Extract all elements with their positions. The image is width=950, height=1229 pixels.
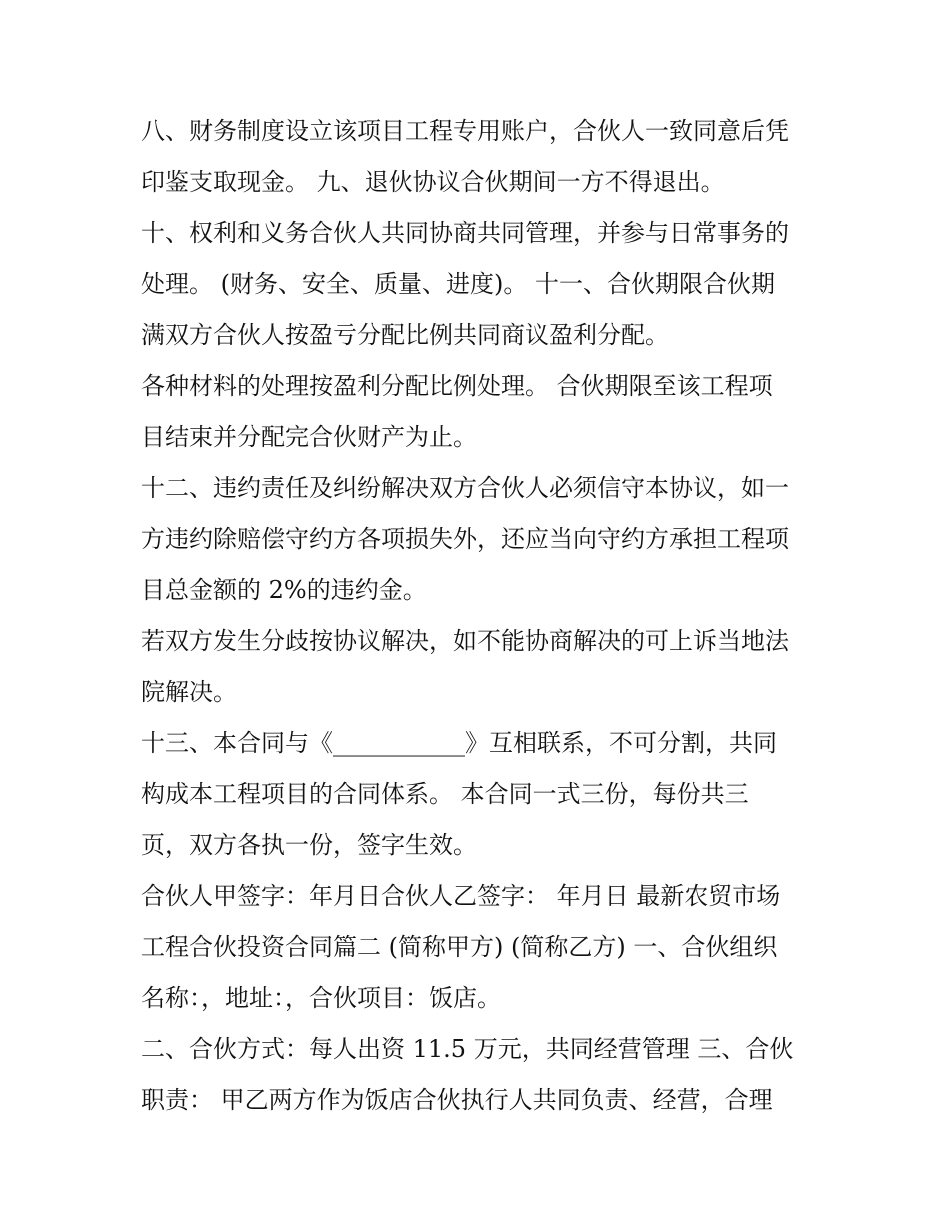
text-line: 处理。 (财务、安全、质量、进度)。 十一、合伙期限合伙期 xyxy=(141,270,775,298)
text-line: 二、合伙方式：每人出资 11.5 万元，共同经营管理 三、合伙 xyxy=(141,1035,794,1063)
text-line: 名称：，地址：，合伙项目：饭店。 xyxy=(141,984,501,1012)
text-line: 目结束并分配完合伙财产为止。 xyxy=(141,423,477,451)
text-line: 若双方发生分歧按协议解决，如不能协商解决的可上诉当地法 xyxy=(141,627,789,655)
text-line: 方违约除赔偿守约方各项损失外，还应当向守约方承担工程项 xyxy=(141,525,789,553)
text-line: 各种材料的处理按盈利分配比例处理。 合伙期限至该工程项 xyxy=(141,372,773,400)
text-line: 十二、违约责任及纠纷解决双方合伙人必须信守本协议，如一 xyxy=(141,474,789,502)
text-line: 十三、本合同与《___________》互相联系，不可分割，共同 xyxy=(141,729,777,757)
text-line: 目总金额的 2%的违约金。 xyxy=(141,576,427,604)
text-line: 院解决。 xyxy=(141,678,237,706)
text-line: 页，双方各执一份，签字生效。 xyxy=(141,831,477,859)
text-line: 职责： 甲乙两方作为饭店合伙执行人共同负责、经营，合理 xyxy=(141,1086,773,1114)
text-line: 满双方合伙人按盈亏分配比例共同商议盈利分配。 xyxy=(141,321,669,349)
text-line: 十、权利和义务合伙人共同协商共同管理，并参与日常事务的 xyxy=(141,219,789,247)
document-body xyxy=(141,106,821,1126)
text-line: 工程合伙投资合同篇二 (简称甲方) (简称乙方) 一、合伙组织 xyxy=(141,933,778,961)
text-line: 构成本工程项目的合同体系。 本合同一式三份，每份共三 xyxy=(141,780,749,808)
text-line: 八、财务制度设立该项目工程专用账户，合伙人一致同意后凭 xyxy=(141,117,789,145)
text-line: 印鉴支取现金。 九、退伙协议合伙期间一方不得退出。 xyxy=(141,168,725,196)
text-line: 合伙人甲签字：年月日合伙人乙签字： 年月日 最新农贸市场 xyxy=(141,882,781,910)
